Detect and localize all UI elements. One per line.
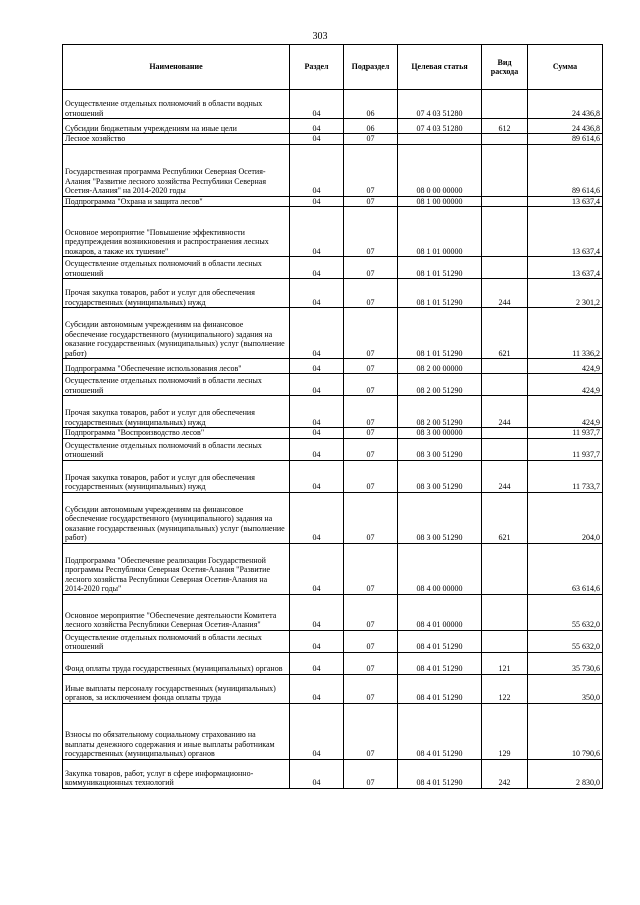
row-razdel: 04 [290, 359, 344, 374]
row-podrazdel: 07 [344, 308, 398, 359]
row-name: Осуществление отдельных полномочий в области лесных отношений [63, 630, 290, 652]
table-header-row [63, 45, 603, 90]
row-podrazdel: 07 [344, 134, 398, 145]
row-statya: 08 4 01 51290 [398, 630, 482, 652]
row-vid [482, 594, 528, 630]
row-statya: 08 4 01 51290 [398, 652, 482, 674]
table-row [63, 438, 603, 460]
table-row [63, 652, 603, 674]
row-podrazdel: 07 [344, 630, 398, 652]
row-vid [482, 374, 528, 396]
row-name: Субсидии автономным учреждениям на финансовое обеспечение государственного (муниципального) задания на оказание государственных (муниципальных) услуг (выполнение работ) [63, 308, 290, 359]
row-podrazdel: 07 [344, 652, 398, 674]
row-vid: 122 [482, 674, 528, 703]
row-statya: 08 2 00 51290 [398, 374, 482, 396]
row-name: Субсидии автономным учреждениям на финансовое обеспечение государственного (муниципального) задания на оказание государственных (муниципальных) услуг (выполнение работ) [63, 492, 290, 543]
row-podrazdel: 07 [344, 359, 398, 374]
row-razdel: 04 [290, 119, 344, 134]
header-summa: Сумма [528, 45, 603, 90]
table-row [63, 207, 603, 257]
row-name: Подпрограмма "Обеспечение использования лесов" [63, 359, 290, 374]
row-razdel: 04 [290, 460, 344, 492]
row-vid: 129 [482, 703, 528, 759]
row-razdel: 04 [290, 90, 344, 119]
row-razdel: 04 [290, 594, 344, 630]
row-name: Лесное хозяйство [63, 134, 290, 145]
header-statya: Целевая статья [398, 45, 482, 90]
table-row [63, 630, 603, 652]
row-vid: 621 [482, 492, 528, 543]
row-podrazdel: 07 [344, 759, 398, 788]
header-podrazdel: Подраздел [344, 45, 398, 90]
row-statya: 08 1 00 00000 [398, 196, 482, 207]
row-statya: 08 1 01 51290 [398, 308, 482, 359]
row-name: Взносы по обязательному социальному страхованию на выплаты денежного содержания и иные выплаты работникам государственных (муниципальных) органов [63, 703, 290, 759]
row-summa: 204,0 [528, 492, 603, 543]
row-summa: 11 733,7 [528, 460, 603, 492]
table-row [63, 90, 603, 119]
table-row [63, 119, 603, 134]
row-name: Фонд оплаты труда государственных (муниципальных) органов [63, 652, 290, 674]
row-summa: 55 632,0 [528, 630, 603, 652]
row-vid: 612 [482, 119, 528, 134]
row-podrazdel: 07 [344, 543, 398, 594]
row-razdel: 04 [290, 438, 344, 460]
row-vid [482, 196, 528, 207]
row-podrazdel: 07 [344, 396, 398, 428]
row-podrazdel: 07 [344, 428, 398, 439]
table-body [63, 90, 603, 789]
row-podrazdel: 07 [344, 257, 398, 279]
row-summa: 13 637,4 [528, 207, 603, 257]
row-statya: 08 2 00 00000 [398, 359, 482, 374]
row-razdel: 04 [290, 134, 344, 145]
row-name: Подпрограмма "Воспроизводство лесов" [63, 428, 290, 439]
table-row [63, 279, 603, 308]
row-name: Подпрограмма "Охрана и защита лесов" [63, 196, 290, 207]
row-razdel: 04 [290, 492, 344, 543]
row-vid [482, 207, 528, 257]
row-statya [398, 134, 482, 145]
row-razdel: 04 [290, 630, 344, 652]
row-statya: 08 3 00 51290 [398, 438, 482, 460]
row-podrazdel: 07 [344, 196, 398, 207]
row-statya: 08 3 00 51290 [398, 460, 482, 492]
row-vid: 621 [482, 308, 528, 359]
row-razdel: 04 [290, 703, 344, 759]
row-summa: 2 301,2 [528, 279, 603, 308]
row-summa: 55 632,0 [528, 594, 603, 630]
table-row [63, 134, 603, 145]
row-razdel: 04 [290, 543, 344, 594]
row-podrazdel: 06 [344, 90, 398, 119]
table-row [63, 196, 603, 207]
table-row [63, 594, 603, 630]
row-podrazdel: 07 [344, 374, 398, 396]
row-razdel: 04 [290, 396, 344, 428]
row-vid: 244 [482, 279, 528, 308]
row-summa: 11 336,2 [528, 308, 603, 359]
row-name: Прочая закупка товаров, работ и услуг для обеспечения государственных (муниципальных) нужд [63, 396, 290, 428]
row-summa: 89 614,6 [528, 134, 603, 145]
table-row [63, 674, 603, 703]
row-name: Основное мероприятие "Обеспечение деятельности Комитета лесного хозяйства Республики Северная Осетия-Алания" [63, 594, 290, 630]
table-row [63, 543, 603, 594]
row-name: Подпрограмма "Обеспечение реализации Государственной программы Республики Северная Осетия-Алания "Развитие лесного хозяйства Республики Северная Осетия-Алания на 2014-2020 годы" [63, 543, 290, 594]
row-vid [482, 428, 528, 439]
row-vid [482, 90, 528, 119]
row-razdel: 04 [290, 374, 344, 396]
row-name: Осуществление отдельных полномочий в области лесных отношений [63, 374, 290, 396]
row-name: Прочая закупка товаров, работ и услуг для обеспечения государственных (муниципальных) нужд [63, 460, 290, 492]
row-vid [482, 438, 528, 460]
row-vid [482, 134, 528, 145]
table-row [63, 257, 603, 279]
row-summa: 35 730,6 [528, 652, 603, 674]
row-summa: 350,0 [528, 674, 603, 703]
row-podrazdel: 07 [344, 279, 398, 308]
row-statya: 08 4 01 51290 [398, 703, 482, 759]
table-row [63, 144, 603, 196]
row-summa: 24 436,8 [528, 119, 603, 134]
table-row [63, 492, 603, 543]
row-statya: 07 4 03 51280 [398, 119, 482, 134]
row-statya: 07 4 03 51280 [398, 90, 482, 119]
table-row [63, 759, 603, 788]
row-statya: 08 0 00 00000 [398, 144, 482, 196]
row-statya: 08 4 00 00000 [398, 543, 482, 594]
row-podrazdel: 06 [344, 119, 398, 134]
row-razdel: 04 [290, 428, 344, 439]
row-razdel: 04 [290, 674, 344, 703]
table-row [63, 396, 603, 428]
row-statya: 08 1 01 00000 [398, 207, 482, 257]
row-summa: 13 637,4 [528, 257, 603, 279]
row-podrazdel: 07 [344, 460, 398, 492]
page-number: 303 [312, 31, 328, 42]
row-name: Осуществление отдельных полномочий в области лесных отношений [63, 257, 290, 279]
table-row [63, 359, 603, 374]
row-razdel: 04 [290, 207, 344, 257]
row-summa: 424,9 [528, 396, 603, 428]
row-razdel: 04 [290, 652, 344, 674]
row-summa: 424,9 [528, 359, 603, 374]
table-row [63, 703, 603, 759]
row-summa: 13 637,4 [528, 196, 603, 207]
row-podrazdel: 07 [344, 207, 398, 257]
table-row [63, 374, 603, 396]
row-razdel: 04 [290, 144, 344, 196]
header-razdel: Раздел [290, 45, 344, 90]
row-statya: 08 4 01 51290 [398, 674, 482, 703]
row-name: Субсидии бюджетным учреждениям на иные цели [63, 119, 290, 134]
row-vid: 244 [482, 460, 528, 492]
row-podrazdel: 07 [344, 492, 398, 543]
row-vid [482, 144, 528, 196]
row-statya: 08 1 01 51290 [398, 279, 482, 308]
row-name: Осуществление отдельных полномочий в области лесных отношений [63, 438, 290, 460]
row-summa: 2 830,0 [528, 759, 603, 788]
budget-table [62, 44, 603, 789]
row-name: Прочая закупка товаров, работ и услуг для обеспечения государственных (муниципальных) нужд [63, 279, 290, 308]
row-vid: 242 [482, 759, 528, 788]
table-row [63, 428, 603, 439]
row-name: Основное мероприятие "Повышение эффективности предупреждения возникновения и распространения лесных пожаров, а также их тушение" [63, 207, 290, 257]
row-vid: 121 [482, 652, 528, 674]
row-summa: 11 937,7 [528, 428, 603, 439]
row-name: Государственная программа Республики Северная Осетия-Алания "Развитие лесного хозяйства Республики Северная Осетия-Алания" на 2014-2020 годы [63, 144, 290, 196]
row-razdel: 04 [290, 308, 344, 359]
row-name: Осуществление отдельных полномочий в области водных отношений [63, 90, 290, 119]
row-razdel: 04 [290, 257, 344, 279]
row-podrazdel: 07 [344, 144, 398, 196]
row-vid [482, 257, 528, 279]
row-summa: 89 614,6 [528, 144, 603, 196]
row-vid [482, 543, 528, 594]
table-row [63, 460, 603, 492]
row-summa: 24 436,8 [528, 90, 603, 119]
row-podrazdel: 07 [344, 438, 398, 460]
row-statya: 08 3 00 00000 [398, 428, 482, 439]
row-summa: 424,9 [528, 374, 603, 396]
row-statya: 08 2 00 51290 [398, 396, 482, 428]
row-vid [482, 630, 528, 652]
row-statya: 08 4 01 00000 [398, 594, 482, 630]
row-podrazdel: 07 [344, 594, 398, 630]
header-vid: Вид расхода [482, 45, 528, 90]
row-statya: 08 1 01 51290 [398, 257, 482, 279]
row-statya: 08 4 01 51290 [398, 759, 482, 788]
row-razdel: 04 [290, 196, 344, 207]
row-podrazdel: 07 [344, 674, 398, 703]
row-name: Иные выплаты персоналу государственных (муниципальных) органов, за исключением фонда оплаты труда [63, 674, 290, 703]
row-summa: 10 790,6 [528, 703, 603, 759]
row-razdel: 04 [290, 279, 344, 308]
header-name: Наименование [63, 45, 290, 90]
row-statya: 08 3 00 51290 [398, 492, 482, 543]
row-razdel: 04 [290, 759, 344, 788]
row-vid: 244 [482, 396, 528, 428]
table-row [63, 308, 603, 359]
row-summa: 63 614,6 [528, 543, 603, 594]
row-name: Закупка товаров, работ, услуг в сфере информационно-коммуникационных технологий [63, 759, 290, 788]
row-vid [482, 359, 528, 374]
row-summa: 11 937,7 [528, 438, 603, 460]
row-podrazdel: 07 [344, 703, 398, 759]
